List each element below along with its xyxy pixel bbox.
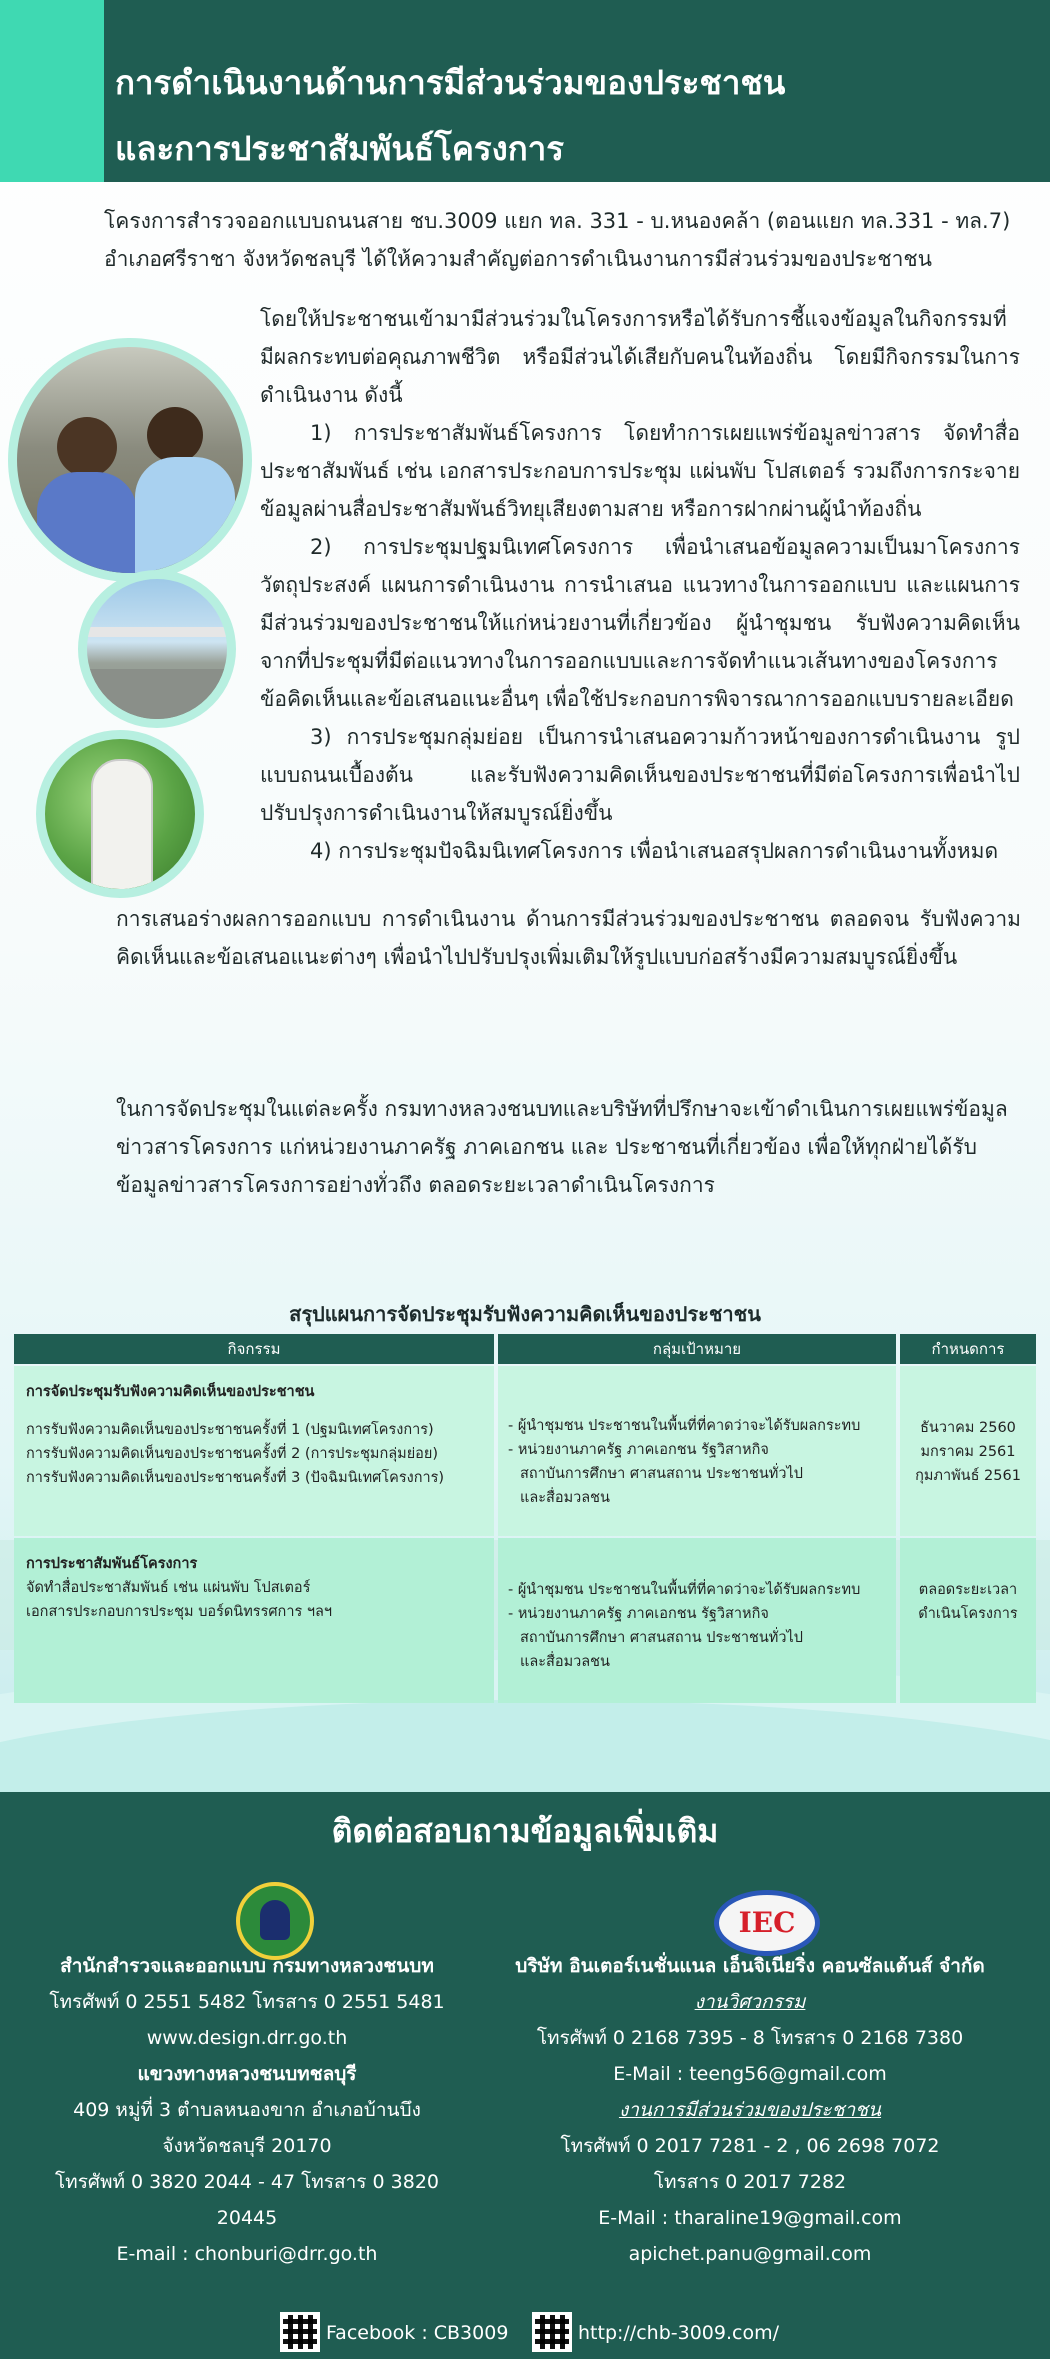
drr-website-link[interactable]: www.design.drr.go.th bbox=[146, 2027, 348, 2049]
header-accent-bar bbox=[0, 0, 104, 182]
photo-community-meeting bbox=[8, 338, 252, 582]
emblem-figure bbox=[260, 1900, 290, 1940]
overpass bbox=[87, 627, 236, 637]
table-row-meetings-dates: ธันวาคม 2560 มกราคม 2561 กุมภาพันธ์ 2561 bbox=[900, 1366, 1036, 1536]
drr-email-link[interactable]: E-mail : chonburi@drr.go.th bbox=[116, 2243, 378, 2265]
contact-iec: บริษัท อินเตอร์เนชั่นแนล เอ็นจิเนียริ่ง คอนซัลแต้นส์ จำกัด งานวิศวกรรม โทรศัพท์ 0 2168 7395 - 8 โทรสาร 0 2168 7380 E-Mail : teeng56@gmail.com งานการมีส่วนร่วมของประชาชน โทรศัพท์ 0 2017 7281 - 2 , 06 2698 7072 โทรสาร 0 2017 7282 E-Mail : tharaline19@gmail.com apichet.panu@gmail.com bbox=[500, 1948, 1000, 2272]
column-header-schedule: กำหนดการ bbox=[900, 1334, 1036, 1364]
road-marker-post bbox=[91, 759, 153, 893]
person-head bbox=[57, 417, 117, 477]
website-qr-code bbox=[532, 2312, 572, 2352]
person-head bbox=[147, 407, 203, 463]
person-body bbox=[37, 472, 137, 582]
body-text-continued: การเสนอร่างผลการออกแบบ การดำเนินงาน ด้านการมีส่วนร่วมของประชาชน ตลอดจน รับฟังความคิดเห็นและข้อเสนอแนะต่างๆ เพื่อนำไปปรับปรุงเพิ่มเติมให้รูปแบบก่อสร้างมีความสมบูรณ์ยิ่งขึ้น bbox=[116, 907, 1021, 969]
table-title: สรุปแผนการจัดประชุมรับฟังความคิดเห็นของประชาชน bbox=[289, 1302, 761, 1326]
iec-email-link[interactable]: E-Mail : teeng56@gmail.com bbox=[613, 2063, 887, 2085]
header-banner bbox=[0, 0, 1050, 182]
intro-text: โครงการสำรวจออกแบบถนนสาย ชบ.3009 แยก ทล. 331 - บ.หนองคล้า (ตอนแยก ทล.331 - ทล.7) อำเภอศรีราชา จังหวัดชลบุรี ได้ให้ความสำคัญต่อการดำเนินงานการมีส่วนร่วมของประชาชน bbox=[104, 209, 1011, 271]
closing-text: ในการจัดประชุมในแต่ละครั้ง กรมทางหลวงชนบทและบริษัทที่ปรึกษาจะเข้าดำเนินการเผยแพร่ข้อมูลข่าวสารโครงการ แก่หน่วยงานภาครัฐ ภาคเอกชน และ ประชาชนที่เกี่ยวข้อง เพื่อให้ทุกฝ่ายได้รับข้อมูลข่าวสารโครงการอย่างทั่วถึง ตลอดระยะเวลาดำเนินโครงการ bbox=[116, 1097, 1008, 1197]
contact-footer bbox=[0, 1792, 1050, 2359]
iec-logo: IEC bbox=[714, 1890, 820, 1956]
table-row-pr-activity: การประชาสัมพันธ์โครงการ จัดทำสื่อประชาสัมพันธ์ เช่น แผ่นพับ โปสเตอร์ เอกสารประกอบการประชุม บอร์ดนิทรรศการ ฯลฯ bbox=[14, 1538, 494, 1703]
table-row-pr-dates: ตลอดระยะเวลา ดำเนินโครงการ bbox=[900, 1538, 1036, 1703]
column-header-activity: กิจกรรม bbox=[14, 1334, 494, 1364]
table-row-meetings-target: - ผู้นำชุมชน ประชาชนในพื้นที่ที่คาดว่าจะได้รับผลกระทบ - หน่วยงานภาครัฐ ภาคเอกชน รัฐวิสาหกิจ สถาบันการศึกษา ศาสนสถาน ประชาชนทั่วไป และสื่อมวลชน bbox=[498, 1366, 896, 1536]
participation-email2-link[interactable]: apichet.panu@gmail.com bbox=[628, 2243, 872, 2265]
photo-overpass-road bbox=[78, 570, 236, 728]
facebook-link[interactable]: Facebook : CB3009 bbox=[326, 2322, 509, 2344]
facebook-qr-code bbox=[280, 2312, 320, 2352]
table-row-pr-target: - ผู้นำชุมชน ประชาชนในพื้นที่ที่คาดว่าจะได้รับผลกระทบ - หน่วยงานภาครัฐ ภาคเอกชน รัฐวิสาหกิจ สถาบันการศึกษา ศาสนสถาน ประชาชนทั่วไป และสื่อมวลชน bbox=[498, 1538, 896, 1703]
participation-email-link[interactable]: E-Mail : tharaline19@gmail.com bbox=[598, 2207, 902, 2229]
road bbox=[87, 669, 236, 728]
column-header-target: กลุ่มเป้าหมาย bbox=[498, 1334, 896, 1364]
website-link[interactable]: http://chb-3009.com/ bbox=[578, 2322, 779, 2344]
contact-drr: สำนักสำรวจและออกแบบ กรมทางหลวงชนบท โทรศัพท์ 0 2551 5482 โทรสาร 0 2551 5481 www.design.drr.go.th แขวงทางหลวงชนบทชลบุรี 409 หมู่ที่ 3 ตำบลหนองขาก อำเภอบ้านบึง จังหวัดชลบุรี 20170 โทรศัพท์ 0 3820 2044 - 47 โทรสาร 0 3820 20445 E-mail : chonburi@drr.go.th bbox=[22, 1948, 472, 2272]
body-text: โดยให้ประชาชนเข้ามามีส่วนร่วมในโครงการหรือได้รับการชี้แจงข้อมูลในกิจกรรมที่มีผลกระทบต่อคุณภาพชีวิต หรือมีส่วนได้เสียกับคนในท้องถิ่น โดยมีกิจกรรมในการดำเนินงาน ดังนี้ 1) การประชาสัมพันธ์โครงการ โดยทำการเผยแพร่ข้อมูลข่าวสาร จัดทำสื่อประชาสัมพันธ์ เช่น เอกสารประกอบการประชุม แผ่นพับ โปสเตอร์ รวมถึงการกระจายข้อมูลผ่านสื่อประชาสัมพันธ์วิทยุเสียงตามสาย หรือการฝากผ่านผู้นำท้องถิ่น 2) การประชุมปฐมนิเทศโครงการ เพื่อนำเสนอข้อมูลความเป็นมาโครงการ วัตถุประสงค์ แผนการดำเนินงาน การนำเสนอ แนวทางในการออกแบบ และแผนการมีส่วนร่วมของประชาชนให้แก่หน่วยงานที่เกี่ยวข้อง ผู้นำชุมชน รับฟังความคิดเห็นจากที่ประชุมที่มีต่อแนวทางในการออกแบบและการจัดทำแนวเส้นทางของโครงการ ข้อคิดเห็นและข้อเสนอแนะอื่นๆ เพื่อใช้ประกอบการพิจารณาการออกแบบรายละเอียด 3) การประชุมกลุ่มย่อย เป็นการนำเสนอความก้าวหน้าของการดำเนินงาน รูปแบบถนนเบื้องต้น และรับฟังความคิดเห็นของประชาชนที่มีต่อโครงการเพื่อนำไปปรับปรุงการดำเนินงานให้สมบูรณ์ยิ่งขึ้น 4) การประชุมปัจฉิมนิเทศโครงการ เพื่อนำเสนอสรุปผลการดำเนินงานทั้งหมด bbox=[260, 307, 1020, 863]
photo-road-marker bbox=[36, 730, 204, 898]
table-row-meetings-activity: การจัดประชุมรับฟังความคิดเห็นของประชาชน การรับฟังความคิดเห็นของประชาชนครั้งที่ 1 (ปฐมนิเทศโครงการ) การรับฟังความคิดเห็นของประชาชนครั้งที่ 2 (การประชุมกลุ่มย่อย) การรับฟังความคิดเห็นของประชาชนครั้งที่ 3 (ปัจฉิมนิเทศโครงการ) bbox=[14, 1366, 494, 1536]
contact-title: ติดต่อสอบถามข้อมูลเพิ่มเติม bbox=[331, 1812, 719, 1850]
page-title: การดำเนินงานด้านการมีส่วนร่วมของประชาชน และการประชาสัมพันธ์โครงการ bbox=[115, 63, 786, 168]
person-body bbox=[135, 457, 235, 577]
